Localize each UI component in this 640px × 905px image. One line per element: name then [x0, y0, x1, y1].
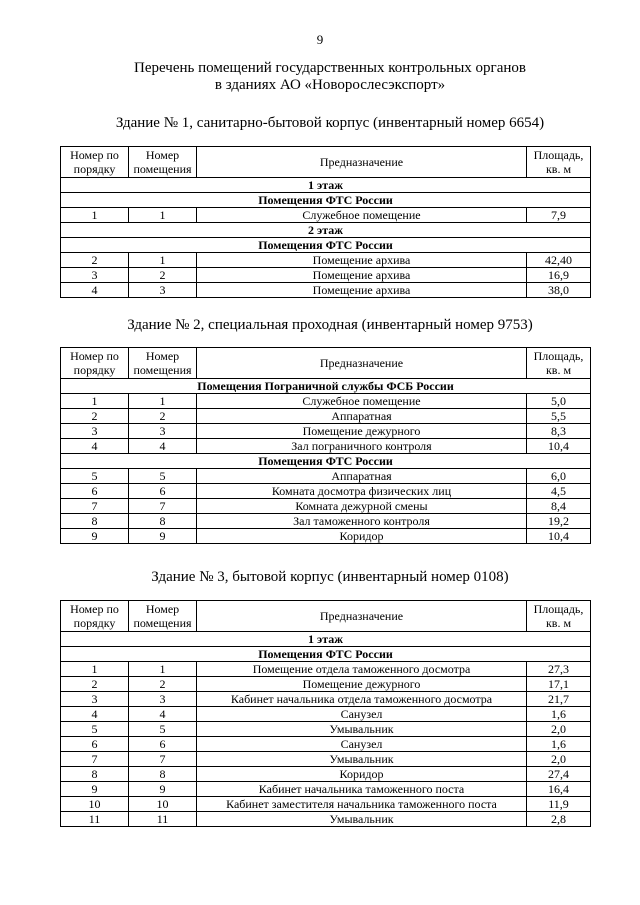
table-row: [61, 737, 591, 752]
room-purpose: Кабинет начальника таможенного поста: [197, 782, 527, 797]
col-header-room: Номер помещения: [129, 348, 197, 379]
room-area: 5,0: [527, 394, 591, 409]
table-row: [61, 692, 591, 707]
title-line-1: Перечень помещений государственных контрольных органов: [134, 60, 526, 76]
room-area: 1,6: [527, 707, 591, 722]
room-area: 4,5: [527, 484, 591, 499]
room-purpose: Помещение архива: [197, 253, 527, 268]
room-area: 10,4: [527, 529, 591, 544]
room-area: 8,3: [527, 424, 591, 439]
room-area: 17,1: [527, 677, 591, 692]
room-number: 11: [129, 812, 197, 827]
room-area: 5,5: [527, 409, 591, 424]
room-purpose: Умывальник: [197, 752, 527, 767]
room-number: 2: [129, 677, 197, 692]
building-3-table: [60, 600, 591, 827]
room-number: 6: [129, 484, 197, 499]
room-number: 5: [129, 722, 197, 737]
row-number: 2: [61, 677, 129, 692]
row-number: 4: [61, 283, 129, 298]
floor-label: 2 этаж: [61, 223, 591, 238]
room-number: 3: [129, 424, 197, 439]
col-header-area: Площадь, кв. м: [527, 601, 591, 632]
row-number: 6: [61, 484, 129, 499]
header-row: [61, 601, 591, 632]
col-header-num: Номер по порядку: [61, 147, 129, 178]
document-title: [0, 60, 640, 94]
row-number: 5: [61, 469, 129, 484]
table-row: [61, 409, 591, 424]
group-label: Помещения ФТС России: [61, 193, 591, 208]
room-purpose: Аппаратная: [197, 469, 527, 484]
room-number: 9: [129, 782, 197, 797]
group-row: [61, 454, 591, 469]
room-number: 1: [129, 662, 197, 677]
room-number: 10: [129, 797, 197, 812]
room-number: 5: [129, 469, 197, 484]
table-row: [61, 439, 591, 454]
table-row: [61, 499, 591, 514]
room-area: 27,3: [527, 662, 591, 677]
row-number: 7: [61, 752, 129, 767]
table-row: [61, 797, 591, 812]
room-area: 10,4: [527, 439, 591, 454]
table-row: [61, 782, 591, 797]
group-label: Помещения ФТС России: [61, 454, 591, 469]
row-number: 3: [61, 692, 129, 707]
room-number: 1: [129, 394, 197, 409]
building-3-heading: Здание № 3, бытовой корпус (инвентарный номер 0108): [151, 569, 509, 585]
row-number: 9: [61, 529, 129, 544]
col-header-room: Номер помещения: [129, 601, 197, 632]
row-number: 3: [61, 424, 129, 439]
room-area: 16,9: [527, 268, 591, 283]
col-header-num: Номер по порядку: [61, 601, 129, 632]
row-number: 4: [61, 439, 129, 454]
table-row: [61, 268, 591, 283]
room-purpose: Умывальник: [197, 722, 527, 737]
room-purpose: Служебное помещение: [197, 394, 527, 409]
table-row: [61, 722, 591, 737]
group-label: Помещения Пограничной службы ФСБ России: [61, 379, 591, 394]
table-row: [61, 484, 591, 499]
row-number: 1: [61, 208, 129, 223]
table-row: [61, 677, 591, 692]
room-area: 2,0: [527, 752, 591, 767]
table-row: [61, 424, 591, 439]
table-row: [61, 662, 591, 677]
col-header-area: Площадь, кв. м: [527, 348, 591, 379]
row-number: 2: [61, 253, 129, 268]
room-purpose: Помещение архива: [197, 283, 527, 298]
room-purpose: Зал таможенного контроля: [197, 514, 527, 529]
building-1-heading: Здание № 1, санитарно-бытовой корпус (инвентарный номер 6654): [115, 115, 545, 131]
room-number: 3: [129, 283, 197, 298]
table-row: [61, 752, 591, 767]
room-number: 8: [129, 514, 197, 529]
row-number: 9: [61, 782, 129, 797]
col-header-num: Номер по порядку: [61, 348, 129, 379]
room-purpose: Помещение дежурного: [197, 677, 527, 692]
table-row: [61, 394, 591, 409]
building-2-table: [60, 347, 591, 544]
row-number: 10: [61, 797, 129, 812]
room-purpose: Санузел: [197, 737, 527, 752]
table-row: [61, 253, 591, 268]
room-number: 9: [129, 529, 197, 544]
room-area: 6,0: [527, 469, 591, 484]
col-header-purpose: Предназначение: [197, 348, 527, 379]
table-row: [61, 514, 591, 529]
row-number: 11: [61, 812, 129, 827]
room-number: 1: [129, 208, 197, 223]
room-purpose: Кабинет заместителя начальника таможенного поста: [197, 797, 527, 812]
room-purpose: Комната досмотра физических лиц: [197, 484, 527, 499]
table-row: [61, 812, 591, 827]
row-number: 6: [61, 737, 129, 752]
room-purpose: Служебное помещение: [197, 208, 527, 223]
room-purpose: Кабинет начальника отдела таможенного досмотра: [197, 692, 527, 707]
room-purpose: Аппаратная: [197, 409, 527, 424]
col-header-purpose: Предназначение: [197, 147, 527, 178]
room-number: 2: [129, 268, 197, 283]
room-area: 38,0: [527, 283, 591, 298]
row-number: 8: [61, 514, 129, 529]
room-number: 4: [129, 707, 197, 722]
table-row: [61, 767, 591, 782]
room-purpose: Санузел: [197, 707, 527, 722]
col-header-area: Площадь, кв. м: [527, 147, 591, 178]
room-purpose: Умывальник: [197, 812, 527, 827]
room-area: 1,6: [527, 737, 591, 752]
row-number: 8: [61, 767, 129, 782]
room-number: 7: [129, 752, 197, 767]
room-number: 8: [129, 767, 197, 782]
table-row: [61, 707, 591, 722]
room-purpose: Помещение архива: [197, 268, 527, 283]
table-row: [61, 469, 591, 484]
table-row: [61, 529, 591, 544]
table-row: [61, 283, 591, 298]
room-area: 21,7: [527, 692, 591, 707]
room-purpose: Помещение отдела таможенного досмотра: [197, 662, 527, 677]
header-row: [61, 147, 591, 178]
room-number: 1: [129, 253, 197, 268]
row-number: 3: [61, 268, 129, 283]
floor-row: [61, 632, 591, 647]
room-area: 7,9: [527, 208, 591, 223]
group-label: Помещения ФТС России: [61, 238, 591, 253]
room-purpose: Зал пограничного контроля: [197, 439, 527, 454]
floor-row: [61, 223, 591, 238]
room-area: 42,40: [527, 253, 591, 268]
room-number: 7: [129, 499, 197, 514]
table-row: [61, 208, 591, 223]
row-number: 1: [61, 394, 129, 409]
header-row: [61, 348, 591, 379]
group-row: [61, 379, 591, 394]
room-purpose: Коридор: [197, 767, 527, 782]
title-line-2: в зданиях АО «Новорослесэкспорт»: [214, 77, 446, 93]
row-number: 2: [61, 409, 129, 424]
room-number: 4: [129, 439, 197, 454]
floor-label: 1 этаж: [61, 178, 591, 193]
col-header-purpose: Предназначение: [197, 601, 527, 632]
building-1-table: [60, 146, 591, 298]
room-area: 16,4: [527, 782, 591, 797]
room-area: 19,2: [527, 514, 591, 529]
room-area: 27,4: [527, 767, 591, 782]
room-area: 2,0: [527, 722, 591, 737]
room-number: 3: [129, 692, 197, 707]
row-number: 7: [61, 499, 129, 514]
group-label: Помещения ФТС России: [61, 647, 591, 662]
room-area: 2,8: [527, 812, 591, 827]
row-number: 4: [61, 707, 129, 722]
room-number: 6: [129, 737, 197, 752]
floor-label: 1 этаж: [61, 632, 591, 647]
group-row: [61, 647, 591, 662]
group-row: [61, 193, 591, 208]
room-purpose: Коридор: [197, 529, 527, 544]
row-number: 5: [61, 722, 129, 737]
col-header-room: Номер помещения: [129, 147, 197, 178]
room-area: 11,9: [527, 797, 591, 812]
group-row: [61, 238, 591, 253]
row-number: 1: [61, 662, 129, 677]
room-number: 2: [129, 409, 197, 424]
page-number: 9: [316, 32, 324, 47]
floor-row: [61, 178, 591, 193]
room-purpose: Комната дежурной смены: [197, 499, 527, 514]
room-purpose: Помещение дежурного: [197, 424, 527, 439]
building-2-heading: Здание № 2, специальная проходная (инвентарный номер 9753): [127, 317, 533, 333]
room-area: 8,4: [527, 499, 591, 514]
